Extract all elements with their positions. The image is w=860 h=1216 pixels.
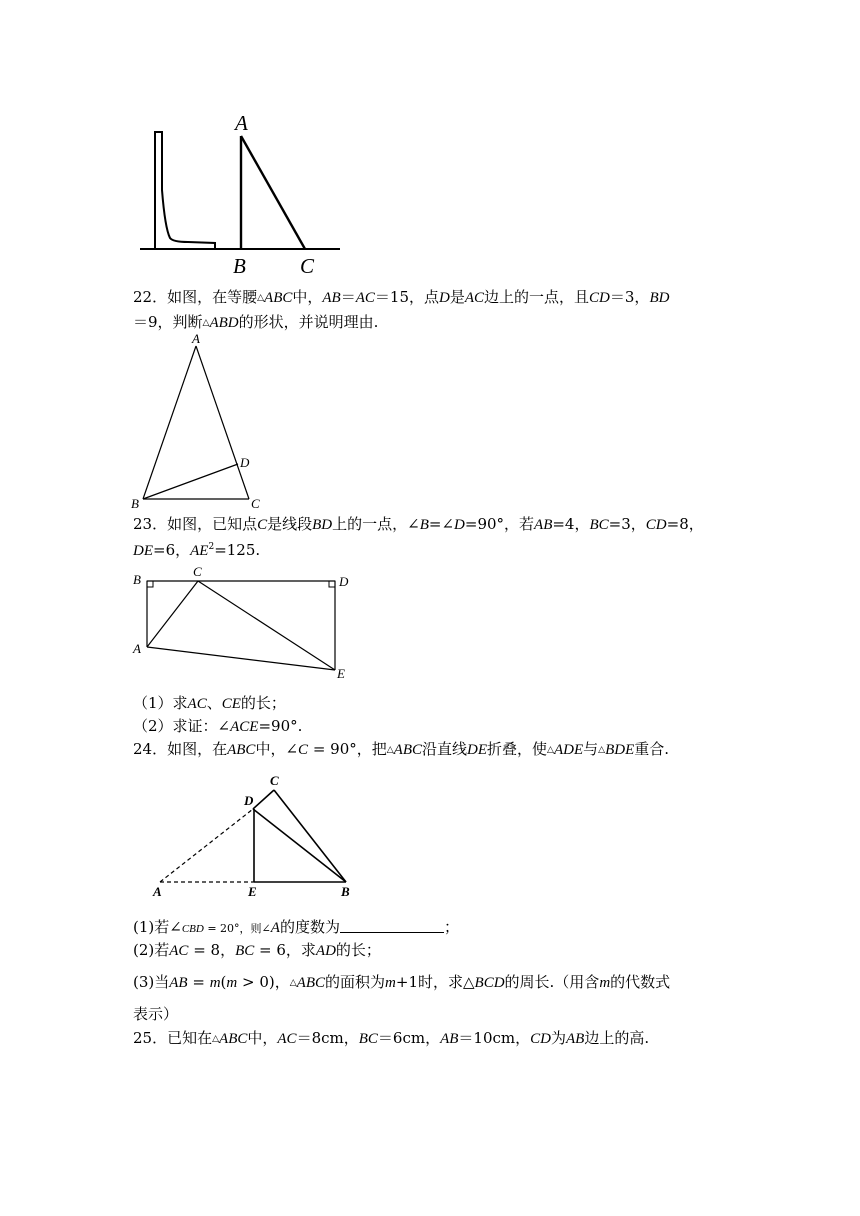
figure-q22 [128, 332, 278, 510]
question-number: 25． [133, 1029, 168, 1047]
label-a: A [235, 111, 248, 135]
figure-q23 [130, 564, 355, 682]
triangle-icon: △ [386, 745, 394, 755]
q24-part2: (2)若AC = 8，BC = 6，求AD的长； [133, 941, 381, 959]
question-number: 23． [133, 515, 168, 533]
q24-part1: (1)若∠CBD = 20°，则∠A的度数为 ； [133, 918, 459, 936]
segment-cb [274, 790, 346, 882]
q22-line2: ＝9，判断△ABD的形状，并说明理由. [133, 313, 379, 331]
label-d: D [240, 455, 250, 470]
segment-ae [147, 647, 335, 670]
segment-ac [147, 581, 198, 647]
segment-bd [143, 464, 238, 499]
segment-ad-dashed [160, 809, 253, 882]
q23-part2: （2）求证：∠ACE=90°. [133, 717, 303, 735]
triangle-icon: △ [202, 318, 210, 328]
broken-pole-shape [155, 132, 215, 249]
label-e: E [337, 666, 345, 681]
triangle-icon: △ [547, 745, 554, 755]
label-b: B [341, 884, 350, 899]
label-a: A [153, 884, 162, 899]
q24-part3-continued: 表示） [133, 1005, 179, 1023]
triangle-icon: △ [257, 293, 265, 303]
figure-q21 [138, 110, 348, 280]
triangle-icon: △ [289, 978, 297, 988]
right-angle-d-icon [329, 581, 335, 587]
question-number: 22． [133, 288, 168, 306]
segment-ac [241, 136, 305, 249]
q23-line2: DE=6，$AE^2=125$. [133, 541, 261, 559]
figure-q24 [148, 772, 363, 900]
segment-dc [253, 790, 274, 809]
label-b: B [133, 572, 141, 587]
label-c: C [300, 254, 315, 278]
segment-ab [143, 346, 196, 499]
segment-ce [198, 581, 335, 670]
label-c: C [270, 773, 279, 788]
segment-db [253, 809, 346, 882]
q23-line1: 23．如图，已知点C是线段BD上的一点，∠B=∠D=90°，若AB=4，BC=3，CD=8， [133, 515, 704, 533]
q23-part1: （1）求AC、CE的长； [133, 694, 286, 712]
answer-blank[interactable] [340, 918, 444, 933]
q24-part3: (3)当AB = m(m > 0)，△ABC的面积为m+1时，求△BCD的周长.（用含m的代数式 [133, 973, 671, 991]
label-a: A [133, 641, 141, 656]
question-number: 24． [133, 740, 168, 758]
label-b: B [233, 254, 246, 278]
triangle-icon: △ [598, 745, 606, 755]
label-b: B [131, 496, 139, 511]
q22-line1: 22．如图，在等腰△ABC中，AB＝AC＝15，点D是AC边上的一点，且CD＝3，BD [133, 288, 670, 306]
right-angle-b-icon [147, 581, 153, 587]
label-a: A [192, 331, 200, 346]
triangle-icon: △ [212, 1034, 220, 1044]
q25-line1: 25．已知在△ABC中，AC＝8cm，BC＝6cm，AB＝10cm，CD为AB边上的高. [133, 1029, 650, 1047]
label-d: D [244, 793, 254, 808]
label-c: C [251, 496, 260, 511]
label-c: C [193, 564, 202, 579]
label-e: E [248, 884, 257, 899]
q24-line1: 24．如图，在ABC中，∠C = 90°，把△ABC沿直线DE折叠，使△ADE与△BDE重合. [133, 740, 670, 758]
label-d: D [339, 574, 349, 589]
